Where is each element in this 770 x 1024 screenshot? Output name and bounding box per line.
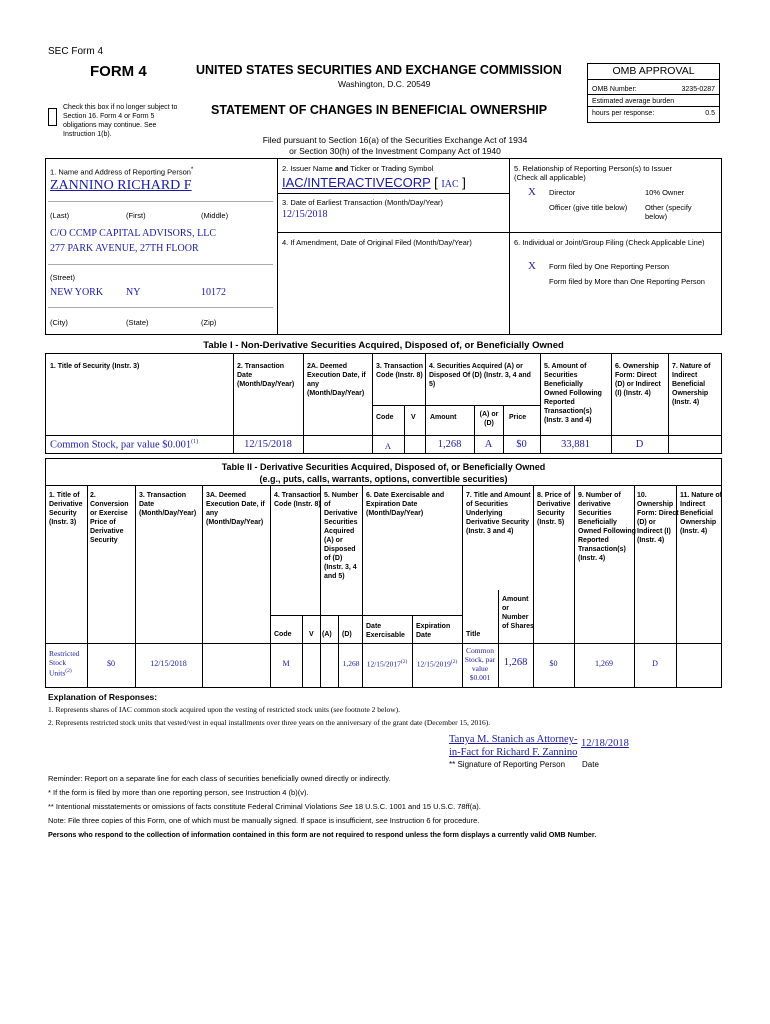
commission-title: UNITED STATES SECURITIES AND EXCHANGE COMMISSION bbox=[196, 63, 562, 77]
t2-h10: 10. Ownership Form: Direct (D) or Indirect (I) (Instr. 4) bbox=[637, 492, 679, 544]
city-value: NEW YORK bbox=[50, 287, 104, 298]
t1-row-form: D bbox=[635, 439, 644, 450]
last-label: (Last) bbox=[50, 211, 70, 220]
t1-h2a: 2A. Deemed Execution Date, if any (Month/Day/Year) bbox=[307, 363, 366, 397]
director-mark: X bbox=[528, 186, 536, 198]
filing-label: 6. Individual or Joint/Group Filing (Check Applicable Line) bbox=[514, 238, 705, 247]
other-label: Other (specify below) bbox=[645, 203, 692, 221]
no-longer-subject-checkbox[interactable] bbox=[48, 108, 57, 126]
t2-row-owned: 1,269 bbox=[595, 659, 613, 668]
t1-h6: 6. Ownership Form: Direct (D) or Indirect (I) (Instr. 4) bbox=[615, 363, 661, 397]
omb-number-label: OMB Number: bbox=[592, 86, 637, 93]
t1-row-owned: 33,881 bbox=[561, 439, 590, 450]
t2-title-col: Title bbox=[466, 631, 481, 638]
t2-amount-col: Amount or Number of Shares bbox=[502, 596, 534, 630]
t2-v: V bbox=[309, 631, 314, 638]
signature-label: ** Signature of Reporting Person bbox=[449, 760, 566, 769]
t2-row-form: D bbox=[652, 659, 658, 668]
note-4: Persons who respond to the collection of information contained in this form are not required to respond unless the form displays a currently valid OMB Number. bbox=[48, 830, 597, 839]
omb-title: OMB APPROVAL bbox=[588, 64, 719, 80]
explanation-title: Explanation of Responses: bbox=[48, 692, 158, 702]
checkbox-label: Check this box if no longer subject to Section 16. Form 4 or Form 5 obligations may continue. See Instruction 1(b). bbox=[63, 104, 178, 138]
t2-h1: 1. Title of Derivative Security (Instr. 3) bbox=[49, 492, 83, 526]
t1-h3: 3. Transaction Code (Instr. 8) bbox=[376, 363, 424, 379]
earliest-date-label: 3. Date of Earliest Transaction (Month/Day/Year) bbox=[282, 198, 444, 207]
city-label: (City) bbox=[50, 318, 68, 327]
t2-h4: 4. Transaction Code (Instr. 8) bbox=[274, 492, 322, 508]
reporting-person-label: 1. Name and Address of Reporting Person* bbox=[50, 166, 194, 177]
signature: Tanya M. Stanich as Attorney- in-Fact for Richard F. Zannino bbox=[449, 734, 578, 758]
t1-row-price: $0 bbox=[516, 439, 527, 450]
t2-date-ex: Date Exercisable bbox=[366, 623, 405, 639]
date-label: Date bbox=[582, 760, 599, 769]
table1-title: Table I - Non-Derivative Securities Acquired, Disposed of, or Beneficially Owned bbox=[203, 340, 564, 351]
t2-h9: 9. Number of derivative Securities Beneficially Owned Following Reported Transaction(s) (Instr. 4) bbox=[578, 492, 636, 562]
t2-h2: 2. Conversion or Exercise Price of Derivative Security bbox=[90, 492, 129, 544]
sec-form-label: SEC Form 4 bbox=[48, 46, 104, 57]
issuer-name-line: IAC/INTERACTIVECORP [ IAC ] bbox=[282, 175, 466, 190]
t2-row-exp: 12/15/2019$^{(2)}$ bbox=[416, 659, 458, 669]
t2-row-title: Restricted Stock Units$^{(2)}$ bbox=[49, 649, 80, 678]
t2-row-date-ex: 12/15/2017$^{(2)}$ bbox=[366, 659, 408, 669]
form-title: FORM 4 bbox=[90, 63, 147, 80]
t1-amount: Amount bbox=[430, 414, 457, 421]
relationship-label: 5. Relationship of Reporting Person(s) to Issuer (Check all applicable) bbox=[514, 164, 672, 182]
t2-a: (A) bbox=[322, 631, 332, 638]
statement-title: STATEMENT OF CHANGES IN BENEFICIAL OWNERSHIP bbox=[211, 103, 548, 117]
t1-code: Code bbox=[376, 414, 394, 421]
officer-label: Officer (give title below) bbox=[549, 203, 628, 212]
t2-row-price: $0 bbox=[549, 659, 558, 668]
t2-row-a: 1,268 bbox=[342, 659, 360, 668]
address-line2: 277 PARK AVENUE, 27TH FLOOR bbox=[50, 243, 199, 254]
one-person-mark: X bbox=[528, 260, 536, 272]
omb-approval-box bbox=[587, 63, 720, 123]
director-label: Director bbox=[549, 188, 576, 197]
t2-h6: 6. Date Exercisable and Expiration Date (Month/Day/Year) bbox=[366, 492, 445, 517]
zip-label: (Zip) bbox=[201, 318, 217, 327]
issuer-label: 2. Issuer Name and Ticker or Trading Symbol bbox=[282, 164, 434, 173]
t1-aord: (A) or (D) bbox=[479, 411, 499, 427]
state-value: NY bbox=[126, 287, 141, 298]
t1-h7: 7. Nature of Indirect Beneficial Ownership (Instr. 4) bbox=[672, 363, 711, 406]
t2-code: Code bbox=[274, 631, 292, 638]
ten-percent-label: 10% Owner bbox=[645, 188, 685, 197]
signature-date: 12/18/2018 bbox=[581, 738, 629, 749]
omb-hours-label: hours per response: bbox=[592, 110, 655, 117]
t1-row-aord: A bbox=[484, 439, 493, 450]
earliest-date-value: 12/15/2018 bbox=[282, 209, 328, 220]
reminder-note: Reminder: Report on a separate line for each class of securities beneficially owned directly or indirectly. bbox=[48, 774, 391, 783]
t1-h2: 2. Transaction Date (Month/Day/Year) bbox=[237, 363, 295, 388]
t2-row-code: M bbox=[282, 659, 290, 668]
t2-d: (D) bbox=[342, 631, 352, 638]
footnote-1: 1. Represents shares of IAC common stock acquired upon the vesting of restricted stock units (see footnote 2 below). bbox=[48, 705, 400, 714]
omb-hours-value: 0.5 bbox=[705, 110, 715, 117]
one-person-label: Form filed by One Reporting Person bbox=[549, 262, 670, 271]
amendment-label: 4. If Amendment, Date of Original Filed (Month/Day/Year) bbox=[282, 238, 472, 247]
t1-h1: 1. Title of Security (Instr. 3) bbox=[50, 363, 140, 370]
street-label: (Street) bbox=[50, 273, 76, 282]
t1-price: Price bbox=[509, 414, 527, 421]
first-label: (First) bbox=[126, 211, 146, 220]
t2-h3a: 3A. Deemed Execution Date, if any (Month/Day/Year) bbox=[206, 492, 265, 526]
commission-location: Washington, D.C. 20549 bbox=[338, 79, 431, 89]
zip-value: 10172 bbox=[201, 287, 226, 298]
t2-h7: 7. Title and Amount of Securities Underlying Derivative Security (Instr. 3 and 4) bbox=[466, 492, 531, 535]
middle-label: (Middle) bbox=[201, 211, 229, 220]
reporting-person-name[interactable]: ZANNINO RICHARD F bbox=[50, 178, 192, 193]
table2-title: Table II - Derivative Securities Acquired, Disposed of, or Beneficially Owned (e.g., puts, calls, warrants, options, convertible securities) bbox=[221, 462, 546, 484]
omb-burden-label: Estimated average burden bbox=[592, 98, 675, 105]
note-1: * If the form is filed by more than one reporting person, see Instruction 4 (b)(v). bbox=[48, 788, 309, 797]
t2-h8: 8. Price of Derivative Security (Instr. 5) bbox=[537, 492, 571, 526]
more-person-label: Form filed by More than One Reporting Person bbox=[549, 277, 705, 286]
filed-pursuant: Filed pursuant to Section 16(a) of the Securities Exchange Act of 1934 or Section 30(h) of the Investment Company Act of 1940 bbox=[262, 135, 528, 156]
t2-h5: 5. Number of Derivative Securities Acquired (A) or Disposed of (D) (Instr. 3, 4 and 5) bbox=[324, 492, 359, 580]
omb-number-value: 3235-0287 bbox=[681, 86, 715, 93]
t2-row-sec-title: Common Stock, par value $0.001 bbox=[464, 646, 496, 682]
issuer-name[interactable]: IAC/INTERACTIVECORP bbox=[282, 175, 431, 190]
t2-row-conv: $0 bbox=[107, 659, 115, 668]
t1-row-code: A bbox=[384, 441, 392, 451]
t1-h4: 4. Securities Acquired (A) or Disposed Of (D) (Instr. 3, 4 and 5) bbox=[429, 363, 531, 388]
t1-v: V bbox=[411, 414, 416, 421]
address-line1: C/O CCMP CAPITAL ADVISORS, LLC bbox=[50, 228, 216, 239]
t2-h3: 3. Transaction Date (Month/Day/Year) bbox=[139, 492, 197, 517]
t2-row-amount: 1,268 bbox=[503, 657, 528, 668]
issuer-ticker: IAC bbox=[441, 179, 459, 190]
t1-row-amount: 1,268 bbox=[437, 439, 462, 450]
state-label: (State) bbox=[126, 318, 149, 327]
note-2: ** Intentional misstatements or omissions of facts constitute Federal Criminal Violations See 18 U.S.C. 1001 and 15 U.S.C. 78ff(a). bbox=[48, 802, 481, 811]
t2-h11: 11. Nature of Indirect Beneficial Ownership (Instr. 4) bbox=[680, 492, 723, 535]
t1-h5: 5. Amount of Securities Beneficially Owned Following Reported Transaction(s) (Instr. 3 and 4) bbox=[544, 363, 602, 424]
note-3: Note: File three copies of this Form, one of which must be manually signed. If space is insufficient, see Instruction 6 for procedure. bbox=[48, 816, 480, 825]
t2-exp: Expiration Date bbox=[416, 623, 451, 639]
t1-row-title: Common Stock, par value $0.001$^{(1)}$ bbox=[50, 439, 199, 451]
footnote-2: 2. Represents restricted stock units that vested/vest in equal installments over three years on the anniversary of the grant date (December 15, 2016). bbox=[48, 718, 491, 727]
t2-row-date: 12/15/2018 bbox=[150, 659, 187, 668]
t1-row-date: 12/15/2018 bbox=[244, 439, 292, 450]
